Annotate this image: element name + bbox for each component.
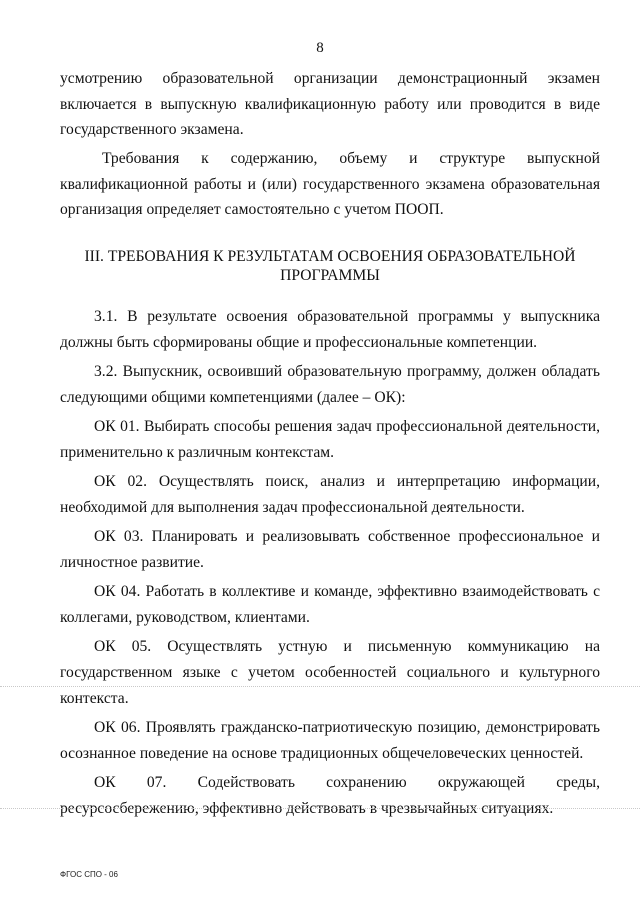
- scan-artifact-line: [0, 686, 640, 688]
- scan-artifact-line: [0, 808, 640, 810]
- list-item-3-2: 3.2. Выпускник, освоивший образовательную программу, должен обладать следующими общими компетенциями (далее – ОК):: [60, 363, 600, 406]
- list-item-ok-07: ОК 07. Содействовать сохранению окружающей среды, ресурсосбережению, эффективно действовать в чрезвычайных ситуациях.: [60, 774, 600, 817]
- paragraph-requirements: Требования к содержанию, объему и структуре выпускной квалификационной работы и (или) государственного экзамена образовательная организация определяет самостоятельно с учетом ПООП.: [60, 150, 600, 218]
- list-item-ok-01: ОК 01. Выбирать способы решения задач профессиональной деятельности, применительно к различным контекстам.: [60, 418, 600, 461]
- list-item-ok-03: ОК 03. Планировать и реализовывать собственное профессиональное и личностное развитие.: [60, 528, 600, 571]
- list-item-3-1: 3.1. В результате освоения образовательной программы у выпускника должны быть сформированы общие и профессиональные компетенции.: [60, 308, 600, 351]
- list-item-ok-05: ОК 05. Осуществлять устную и письменную коммуникацию на государственном языке с учетом особенностей социального и культурного контекста.: [60, 638, 600, 707]
- section-heading: III. ТРЕБОВАНИЯ К РЕЗУЛЬТАТАМ ОСВОЕНИЯ ОБРАЗОВАТЕЛЬНОЙ ПРОГРАММЫ: [84, 248, 576, 284]
- list-item-ok-02: ОК 02. Осуществлять поиск, анализ и интерпретацию информации, необходимой для выполнения задач профессиональной деятельности.: [60, 473, 600, 516]
- competencies-list: [60, 304, 600, 825]
- page-number: 8: [316, 40, 324, 56]
- footer-code: ФГОС СПО - 06: [60, 870, 118, 879]
- paragraph-demo-exam: усмотрению образовательной организации демонстрационный экзамен включается в выпускную квалификационную работу или проводится в виде государственного экзамена.: [60, 70, 600, 138]
- list-item-ok-06: ОК 06. Проявлять гражданско-патриотическую позицию, демонстрировать осознанное поведение на основе традиционных общечеловеческих ценностей.: [60, 719, 600, 762]
- list-item-ok-04: ОК 04. Работать в коллективе и команде, эффективно взаимодействовать с коллегами, руководством, клиентами.: [60, 583, 600, 626]
